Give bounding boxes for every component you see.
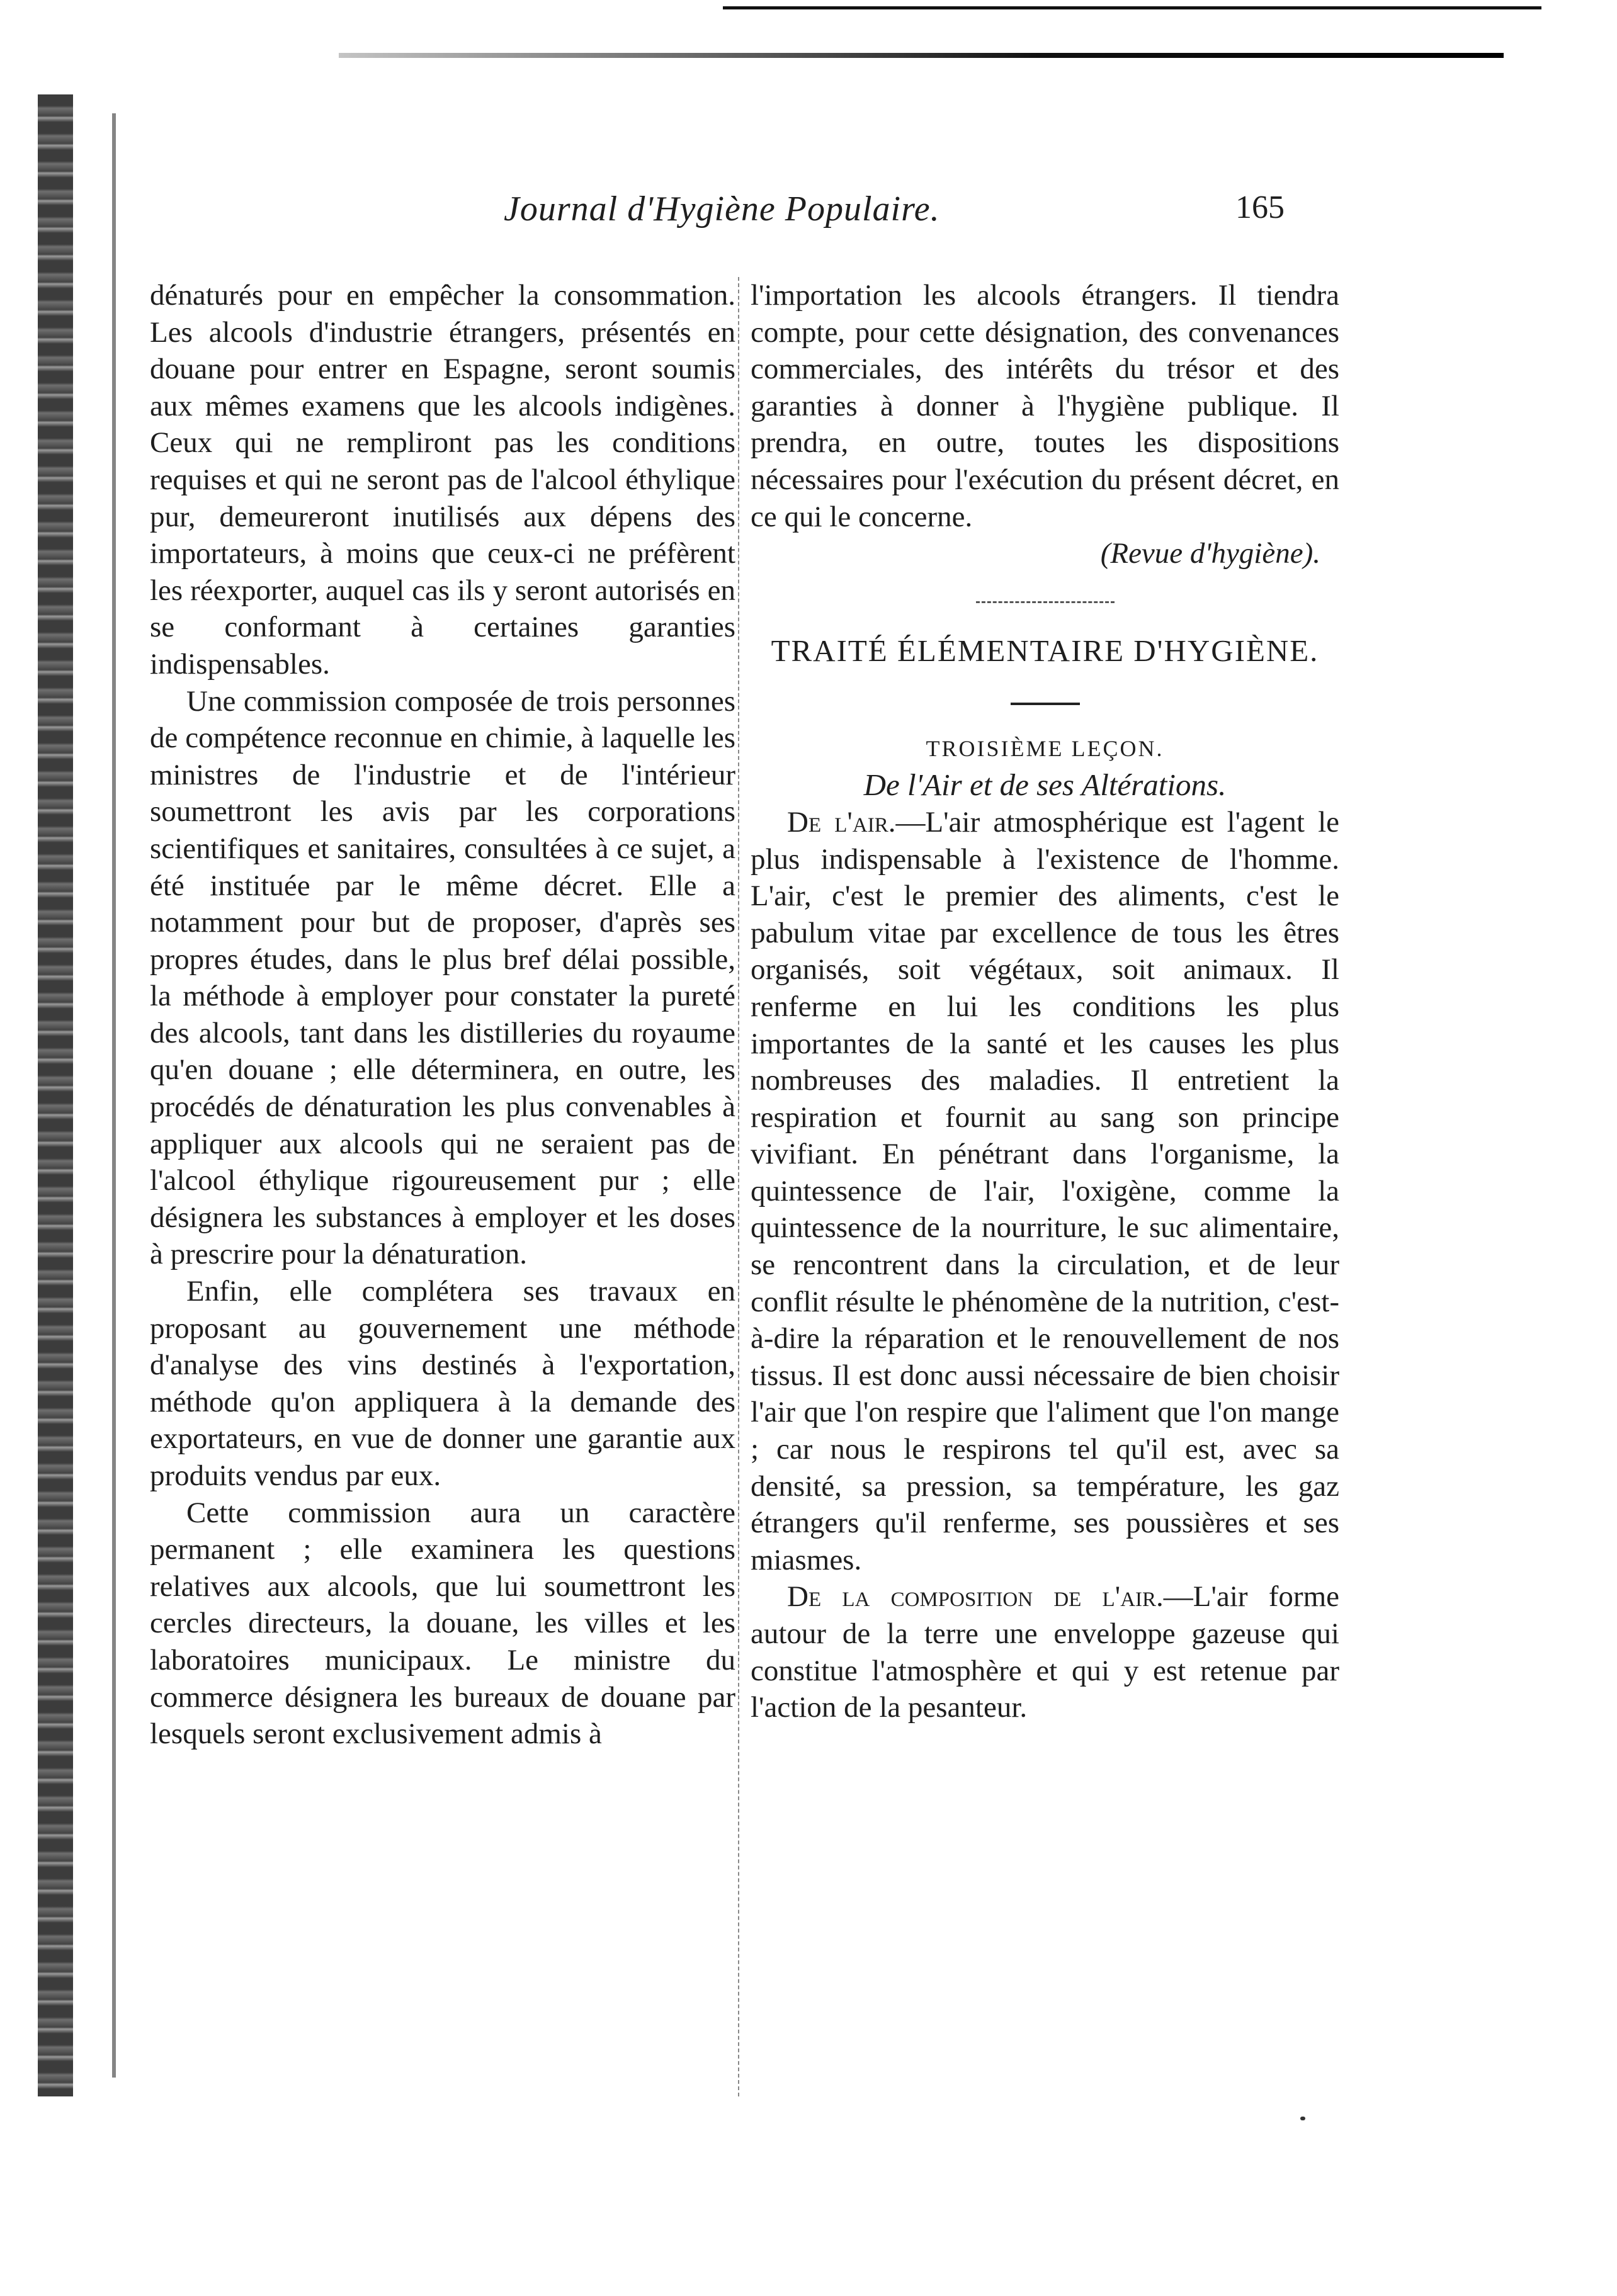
title-rule <box>1011 703 1080 705</box>
section-separator <box>976 601 1115 603</box>
binding-edge <box>38 94 73 2096</box>
left-paragraph-1: dénaturés pour en empêcher la consommation. Les alcools d'industrie étrangers, présentés en douane pour entrer en Espagne, seront soumis aux mêmes examens que les alcools indigènes. Ceux qui ne rempliront pas les conditions requises et qui ne seront pas de l'alcool éthylique pur, demeureront inutilisés aux dépens des importateurs, à moins que ceux-ci ne préfèrent les réexporter, auquel cas ils y seront autorisés en se conformant à certaines garanties indispensables. <box>150 279 735 681</box>
left-column <box>150 277 735 2103</box>
right-paragraph-3 <box>751 1578 1339 1726</box>
lesson-heading: TROISIÈME LEÇON. <box>926 735 1164 761</box>
page-number: 165 <box>1235 189 1285 225</box>
header-rule <box>339 53 1504 58</box>
right-paragraph-2 <box>751 804 1339 1578</box>
column-divider <box>738 277 739 2096</box>
paragraph-lead: De l'air. <box>787 805 896 839</box>
lesson-title: De l'Air et de ses Altérations. <box>863 767 1227 803</box>
binding-shadow <box>112 113 116 2078</box>
left-paragraph-4: Cette commission aura un caractère permanent ; elle examinera les questions relatives aux alcools, que lui soumettront les cercles directeurs, la douane, les villes et les laboratoires municipaux. Le ministre du commerce désignera les bureaux de douane par lesquels seront exclusivement admis à <box>150 1496 735 1751</box>
scan-top-line <box>723 6 1541 9</box>
right-paragraph-1: l'importation les alcools étrangers. Il tiendra compte, pour cette désignation, des convenances commerciales, des intérêts du trésor et des garanties à donner à l'hygiène publique. Il prendra, en outre, toutes les dispositions nécessaires pour l'exécution du présent décret, en ce qui le concerne. <box>751 279 1339 533</box>
left-paragraph-3: Enfin, elle complétera ses travaux en proposant au gouvernement une méthode d'analyse des vins destinés à l'exportation, méthode qu'on appliquera à la demande des exportateurs, en vue de donner une garantie aux produits vendus par eux. <box>150 1275 735 1492</box>
right-column <box>751 277 1339 2103</box>
scan-speck <box>1300 2117 1305 2120</box>
paragraph-body: —L'air forme autour de la terre une enveloppe gazeuse qui constitue l'atmosphère et qui y est retenue par l'action de la pesanteur. <box>751 1580 1339 1724</box>
page-header <box>504 189 1285 246</box>
paragraph-lead: De la composition de l'air. <box>787 1580 1164 1614</box>
source-citation: (Revue d'hygiène). <box>1100 537 1320 570</box>
left-paragraph-2: Une commission composée de trois personnes de compétence reconnue en chimie, à laquelle les ministres de l'industrie et de l'intérieur soumettront les avis par les corporations scientifiques et sanitaires, consultées à ce sujet, a été instituée par le même décret. Elle a notamment pour but de proposer, d'après ses propres études, dans le plus bref délai possible, la méthode à employer pour constater la pureté des alcools, tant dans les distilleries du royaume qu'en douane ; elle déterminera, en outre, les procédés de dénaturation les plus convenables à appliquer aux alcools qui ne seraient pas de l'alcool éthylique rigoureusement pur ; elle désignera les substances à employer et les doses à prescrire pour la dénaturation. <box>150 684 735 1271</box>
section-title: TRAITÉ ÉLÉMENTAIRE D'HYGIÈNE. <box>771 633 1319 668</box>
paragraph-body: —L'air atmosphérique est l'agent le plus indispensable à l'existence de l'homme. L'air, c'est le premier des aliments, c'est le pabulum vitae par excellence de tous les êtres organisés, soit végétaux, soit animaux. Il renferme en lui les conditions les plus importantes de la santé et les causes les plus nombreuses des maladies. Il entretient la respiration et fournit au sang son principe vivifiant. En pénétrant dans l'organisme, la quintessence de l'air, l'oxigène, comme la quintessence de la nourriture, le suc alimentaire, se rencontrent dans la circulation, et de leur conflit résulte le phénomène de la nutrition, c'est-à-dire la réparation et le renouvellement de nos tissus. Il est donc aussi nécessaire de bien choisir l'air que l'on respire que l'aliment que l'on mange ; car nous le respirons tel qu'il est, avec sa densité, sa pression, sa température, les gaz étrangers qu'il renferme, ses poussières et ses miasmes. <box>751 805 1339 1576</box>
running-title: Journal d'Hygiène Populaire. <box>504 189 940 229</box>
